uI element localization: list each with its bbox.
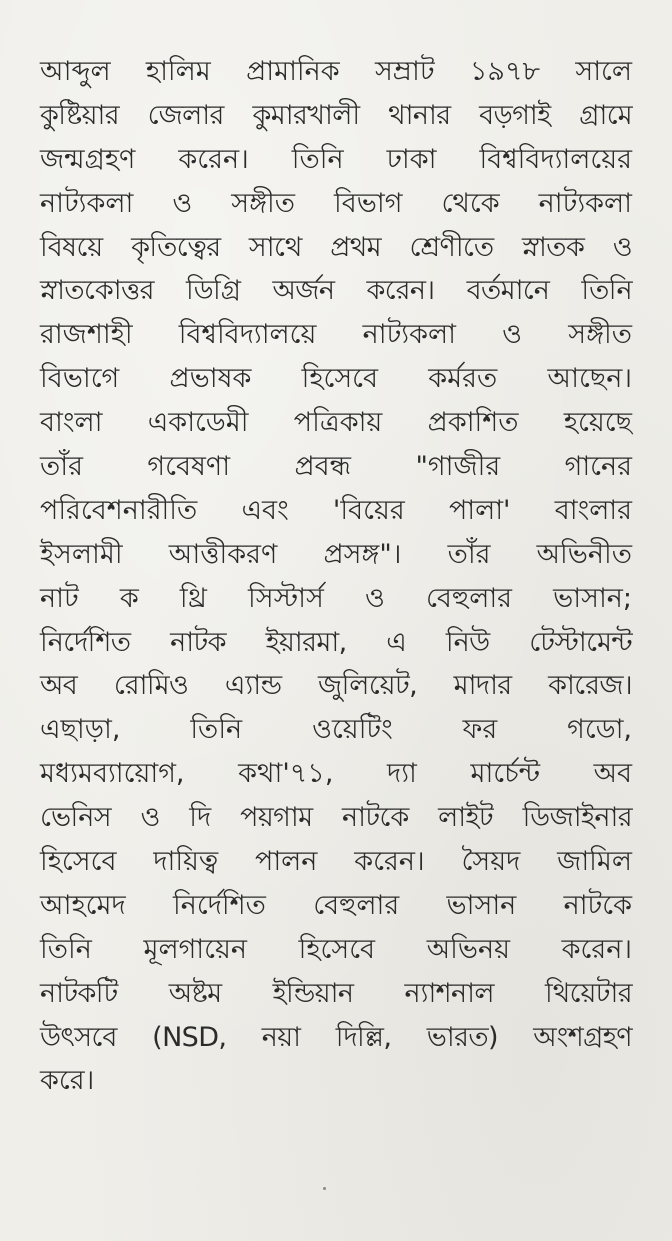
text-line-21: তিনি মূলগায়েন হিসেবে অভিনয় করেন।	[40, 933, 632, 965]
text-line-23: উৎসবে (NSD, নয়া দিল্লি, ভারত) অংশগ্রহণ	[40, 1021, 632, 1053]
text-line-22: নাটকটি অষ্টম ইন্ডিয়ান ন্যাশনাল থিয়েটার	[40, 977, 632, 1009]
text-line-5: বিষয়ে কৃতিত্বের সাথে প্রথম শ্রেণীতে স্নাতক ও	[40, 231, 632, 263]
biography-paragraph	[40, 50, 632, 1103]
text-line-8: বিভাগে প্রভাষক হিসেবে কর্মরত আছেন।	[40, 363, 632, 395]
text-line-2: কুষ্টিয়ার জেলার কুমারখালী থানার বড়গাই গ্রামে	[40, 99, 632, 131]
text-line-14: নির্দেশিত নাটক ইয়ারমা, এ নিউ টেস্টামেন্ট	[40, 626, 632, 658]
text-line-10: তাঁর গবেষণা প্রবন্ধ "গাজীর গানের	[40, 451, 632, 483]
text-line-3: জন্মগ্রহণ করেন। তিনি ঢাকা বিশ্ববিদ্যালয়ের	[40, 143, 632, 175]
text-line-4: নাট্যকলা ও সঙ্গীত বিভাগ থেকে নাট্যকলা	[40, 187, 632, 219]
text-line-15: অব রোমিও এ্যান্ড জুলিয়েট, মাদার কারেজ।	[40, 670, 632, 702]
text-line-9: বাংলা একাডেমী পত্রিকায় প্রকাশিত হয়েছে	[40, 407, 632, 439]
text-line-6: স্নাতকোত্তর ডিগ্রি অর্জন করেন। বর্তমানে তিনি	[40, 275, 632, 307]
text-line-24: করে।	[40, 1065, 95, 1097]
text-line-18: ভেনিস ও দি পয়গাম নাটকে লাইট ডিজাইনার	[40, 802, 632, 834]
text-line-20: আহমেদ নির্দেশিত বেহুলার ভাসান নাটকে	[40, 889, 632, 921]
text-line-12: ইসলামী আত্তীকরণ প্রসঙ্গ"। তাঁর অভিনীত	[40, 538, 632, 570]
text-line-7: রাজশাহী বিশ্ববিদ্যালয়ে নাট্যকলা ও সঙ্গীত	[40, 319, 632, 351]
text-line-17: মধ্যমব্যায়োগ, কথা'৭১, দ্যা মার্চেন্ট অব	[40, 758, 632, 790]
text-line-11: পরিবেশনারীতি এবং 'বিয়ের পালা' বাংলার	[40, 494, 632, 526]
text-line-13: নাট ক থ্রি সিস্টার্স ও বেহুলার ভাসান;	[40, 582, 632, 614]
text-line-16: এছাড়া, তিনি ওয়েটিং ফর গডো,	[40, 714, 632, 746]
text-line-19: হিসেবে দায়িত্ব পালন করেন। সৈয়দ জামিল	[40, 846, 632, 878]
text-line-1: আব্দুল হালিম প্রামানিক সম্রাট ১৯৭৮ সালে	[40, 56, 632, 87]
paper-speck	[323, 1187, 326, 1190]
